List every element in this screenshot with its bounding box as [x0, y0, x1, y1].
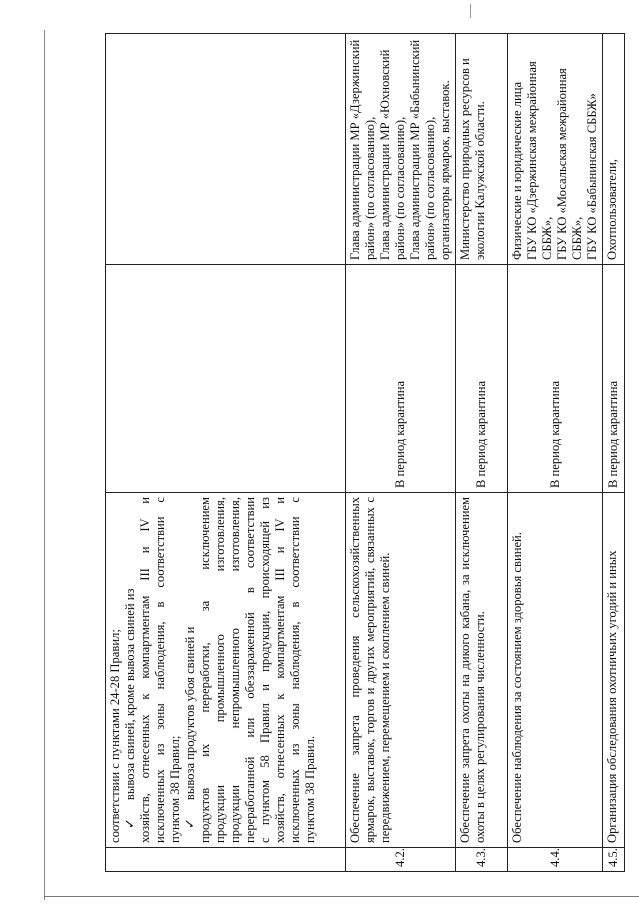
responsible-line: Глава администрации МР «Дзержинский район» (по согласованию),: [348, 39, 377, 260]
responsible-line: Министерство природных ресурсов и экологии Калужской области.: [458, 58, 487, 260]
text-line: продукции непромышленного изготовления,: [228, 497, 242, 843]
text-line: хозяйств, отнесенных к компартментам III и IV и: [138, 497, 152, 843]
responsible-cell: [603, 34, 625, 265]
text-line: исключенных из зоны наблюдения, в соответствии с: [153, 497, 167, 843]
responsible-line: Охотпользователи,: [605, 159, 619, 260]
responsible-cell: [456, 34, 508, 265]
text-line: с пунктом 58 Правил и продукции, происходящей из: [258, 497, 272, 843]
responsible-cell: [106, 34, 346, 265]
responsible-line: организаторы ярмарок, выставок.: [438, 80, 452, 260]
period-text: В период карантина: [603, 265, 625, 493]
action-cell: [106, 493, 346, 848]
text-line: соответствии с пунктами 24-28 Правил;: [108, 629, 122, 843]
rotated-page: [105, 34, 620, 872]
responsible-line: Глава администрации МР «Бабынинский район» (по согласованию),: [408, 39, 437, 260]
row-number: 4.4.: [508, 848, 603, 872]
period-text: В период карантина: [508, 265, 603, 493]
check-mark-icon: ✓: [183, 818, 198, 829]
responsible-line: ГБУ КО «Мосальская межрайонная СББЖ»,: [555, 68, 584, 260]
table-row: [456, 34, 508, 872]
period-text: В период карантина: [346, 265, 456, 493]
scan-artifact-top: [470, 4, 471, 18]
text-line: продукции промышленного изготовления,: [213, 497, 227, 843]
row-number-cell: [106, 848, 346, 872]
action-text: Обеспечение запрета проведения сельскохозяйственных ярмарок, выставок, торгов и других мероприятий, связанных с передвижением, перемещением и скоплением свиней.: [346, 493, 456, 848]
scan-artifact-left: [44, 30, 45, 900]
period-text: В период карантина: [456, 265, 508, 493]
row-number: 4.5.: [603, 848, 625, 872]
row-number: 4.2.: [346, 848, 456, 872]
table-row: [508, 34, 603, 872]
scan-artifact-bottom: [44, 896, 639, 897]
table-row: [346, 34, 456, 872]
responsible-cell: [346, 34, 456, 265]
text-line: исключенных из зоны наблюдения, в соответствии с: [288, 497, 302, 843]
action-text: Обеспечение наблюдения за состоянием здоровья свиней.: [508, 493, 603, 848]
table-row: [603, 34, 625, 872]
period-cell: [106, 265, 346, 493]
action-text: Обеспечение запрета охоты на дикого кабана, за исключением охоты в целях регулирования численности.: [456, 493, 508, 848]
text-line: переработанной или обеззараженной в соответствии: [243, 497, 257, 843]
text-line: вывоза продуктов убоя свиней и: [183, 626, 197, 801]
check-mark-icon: ✓: [123, 818, 138, 829]
text-line: пунктом 38 Правил.: [303, 735, 317, 843]
text-line: хозяйств, отнесенных к компартментам III и IV и: [273, 497, 287, 843]
responsible-line: Глава администрации МР «Юхновский район» (по согласованию),: [378, 49, 407, 260]
responsible-cell: [508, 34, 603, 265]
row-number: 4.3.: [456, 848, 508, 872]
measures-table: [105, 33, 625, 872]
text-line: продуктов их переработки, за исключением: [198, 497, 212, 843]
text-line: вывоза свиней, кроме вывоза свиней из: [123, 588, 137, 801]
responsible-line: Физические и юридические лица: [510, 81, 524, 260]
text-line: пунктом 38 Правил;: [168, 735, 182, 843]
table-row: [106, 34, 346, 872]
responsible-line: ГБУ КО «Бабынинская СББЖ»: [585, 93, 599, 260]
responsible-line: ГБУ КО «Дзержинская межрайонная СББЖ»,: [525, 61, 554, 260]
action-text: Организация обследования охотничьих угодий и иных: [603, 493, 625, 848]
